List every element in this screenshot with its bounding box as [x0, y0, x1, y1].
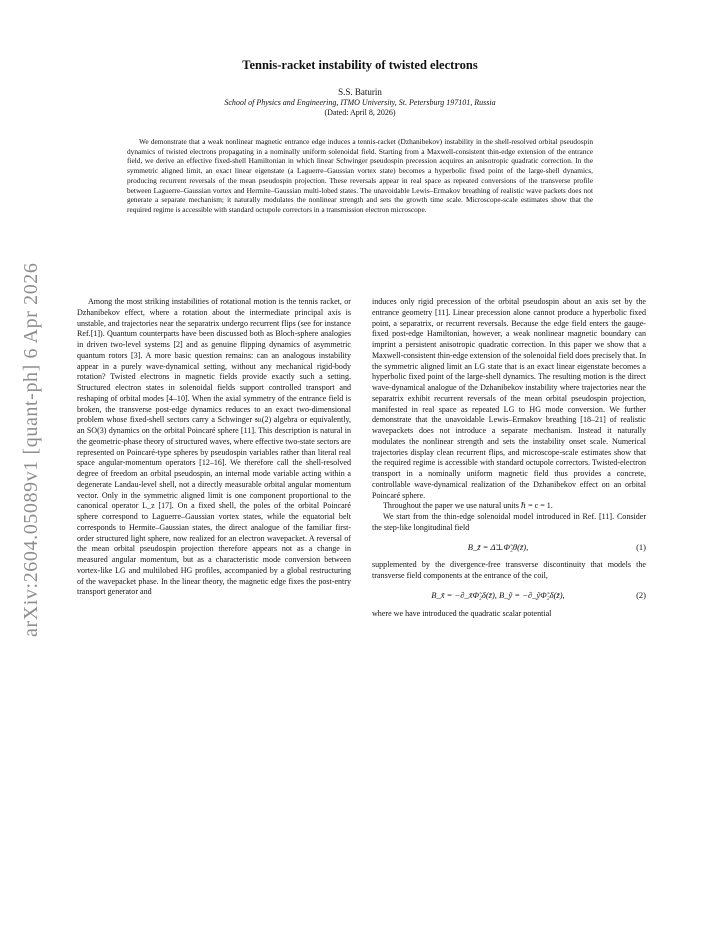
paper-title: Tennis-racket instability of twisted electrons: [242, 58, 478, 72]
left-column: [77, 297, 351, 598]
equation-2-number: (2): [636, 589, 646, 600]
transverse-paragraph: supplemented by the divergence-free transverse discontinuity that models the transverse field components at the entrance of the coil,: [372, 560, 646, 580]
equation-2: [372, 590, 646, 601]
right-column: [372, 297, 646, 619]
units-paragraph: Throughout the paper we use natural units ℏ = c = 1.: [383, 501, 553, 511]
model-paragraph: We start from the thin-edge solenoidal model introduced in Ref. [11]. Consider the step-like longitudinal field: [372, 512, 646, 532]
paper-header: [100, 58, 620, 118]
potential-paragraph: where we have introduced the quadratic scalar potential: [372, 608, 552, 618]
continuation-paragraph: induces only rigid precession of the orbital pseudospin about an axis set by the entrance geometry [11]. Linear precession alone cannot produce a hyperbolic fixed point, a separatrix, or recurrent reversals. Because the edge field enters the gauge-fixed post-edge Hamiltonian, however, a weak nonlinear magnetic boundary can imprint a persistent anisotropic quadratic correction. In this paper we show that a Maxwell-consistent thin-edge extension of the solenoidal field does precisely that. In the symmetric aligned limit an LG state that is an exact linear eigenstate becomes a hyperbolic fixed point of the large-shell dynamics. The resulting motion is the direct wave-dynamical analogue of the Dzhanibekov instability where trajectories near the separatrix exhibit recurrent reversals of the mean orbital pseudospin projection, manifested in real space as repeated LG to HG mode conversion. We further demonstrate that the unavoidable Lewis–Ermakov breathing [18–21] of realistic wavepackets does not introduce a separate mechanism. Instead it naturally modulates the nonlinear strength and sets the instability onset scale. Numerical trajectories display clean recurrent flips, and microscope-scale estimates show that the required regime is accessible with standard octupole correctors. Twisted-electron transport in a nominally uniform magnetic field thus provides a concrete, controllable wave-dynamical realization of the Dzhanibekov effect on an orbital Poincaré sphere.: [372, 297, 646, 500]
equation-2-body: B_x̃ = −∂_x̃Φ̃₂δ(z̃), B_ỹ = −∂_ỹΦ̃₂δ(z̃),: [431, 589, 565, 600]
abstract: We demonstrate that a weak nonlinear magnetic entrance edge induces a tennis-racket (Dzhanibekov) instability in the shell-resolved orbital pseudospin dynamics of twisted electrons propagating in a nominally uniform solenoidal field. Starting from a Maxwell-consistent thin-edge extension of the entrance field, we derive an effective fixed-shell Hamiltonian in which linear Schwinger pseudospin precession acquires an anisotropic quadratic correction. In the symmetric aligned limit, an exact linear eigenstate (a Laguerre–Gaussian vortex state) becomes a hyperbolic fixed point of the large-shell dynamics, producing recurrent reversals of the mean pseudospin projection. These reversals appear in real space as repeated conversions of the transverse profile between Laguerre–Gaussian vortex and Hermite–Gaussian multi-lobed states. The unavoidable Lewis–Ermakov breathing of realistic wave packets does not generate a separate mechanism; it naturally modulates the nonlinear strength and sets the growth time scale. Microscope-scale estimates show that the required regime is accessible with standard octupole correctors in a transmission electron microscope.: [127, 137, 593, 214]
intro-paragraph: Among the most striking instabilities of rotational motion is the tennis racket, or Dzhanibekov effect, where a rotation about the intermediate principal axis is unstable, and trajectories near the separatrix undergo recurrent flips (see for instance Ref.[1]). Quantum counterparts have been discussed both as Bloch-sphere analogies in driven two-level systems [2] and as genuine flipping dynamics of asymmetric quantum rotors [3]. A more basic question remains: can an analogous instability appear in a purely wave-dynamical setting, without any mechanical rigid-body rotation? Twisted electrons in magnetic fields provide exactly such a setting. Structured electron states in solenoidal fields support controlled transport and reshaping of orbital modes [4–10]. When the axial symmetry of the entrance field is broken, the transverse post-edge dynamics reduces to an exact two-dimensional problem whose fixed-shell sectors carry a Schwinger 𝔰𝔲(2) algebra or equivalently, an SO(3) dynamics on the orbital Poincaré sphere [11]. This description is natural in the geometric-phase theory of structured waves, where effective two-state sectors are represented on Poincaré-type spheres by pseudospin variables rather than literal real space angular-momentum operators [12–16]. We therefore call the shell-resolved degree of freedom an orbital pseudospin, an internal mode variable acting within a degenerate Landau-level shell, not a directly measurable orbital angular momentum vector. Only in the symmetric aligned limit is one component proportional to the canonical operator L_z [17]. On a fixed shell, the poles of the orbital Poincaré sphere correspond to Laguerre–Gaussian vortex states, while the equatorial belt corresponds to Hermite–Gaussian states, the direct analogue of the familiar first-order structured light sphere, now realized for an electron wavepacket. A reversal of the mean orbital pseudospin projection therefore appears not as a change in measured angular momentum, but as a characteristic mode conversion between vortex-like LG and multilobed HG profiles, accompanied by a global restructuring of the wavepacket phase. In the linear theory, the magnetic edge fixes the post-entry transport generator and: [77, 297, 351, 597]
equation-1-number: (1): [636, 541, 646, 552]
equation-1-body: B_z̃ = Δ̃⊥Φ̃₂θ(z̃),: [467, 541, 529, 552]
date: (Dated: April 8, 2026): [324, 108, 396, 117]
arxiv-stamp: arXiv:2604.05089v1 [quant-ph] 6 Apr 2026: [20, 262, 42, 638]
equation-1: [372, 542, 646, 553]
author: S.S. Baturin: [338, 87, 382, 97]
affiliation: School of Physics and Engineering, ITMO University, St. Petersburg 197101, Russia: [224, 98, 496, 107]
